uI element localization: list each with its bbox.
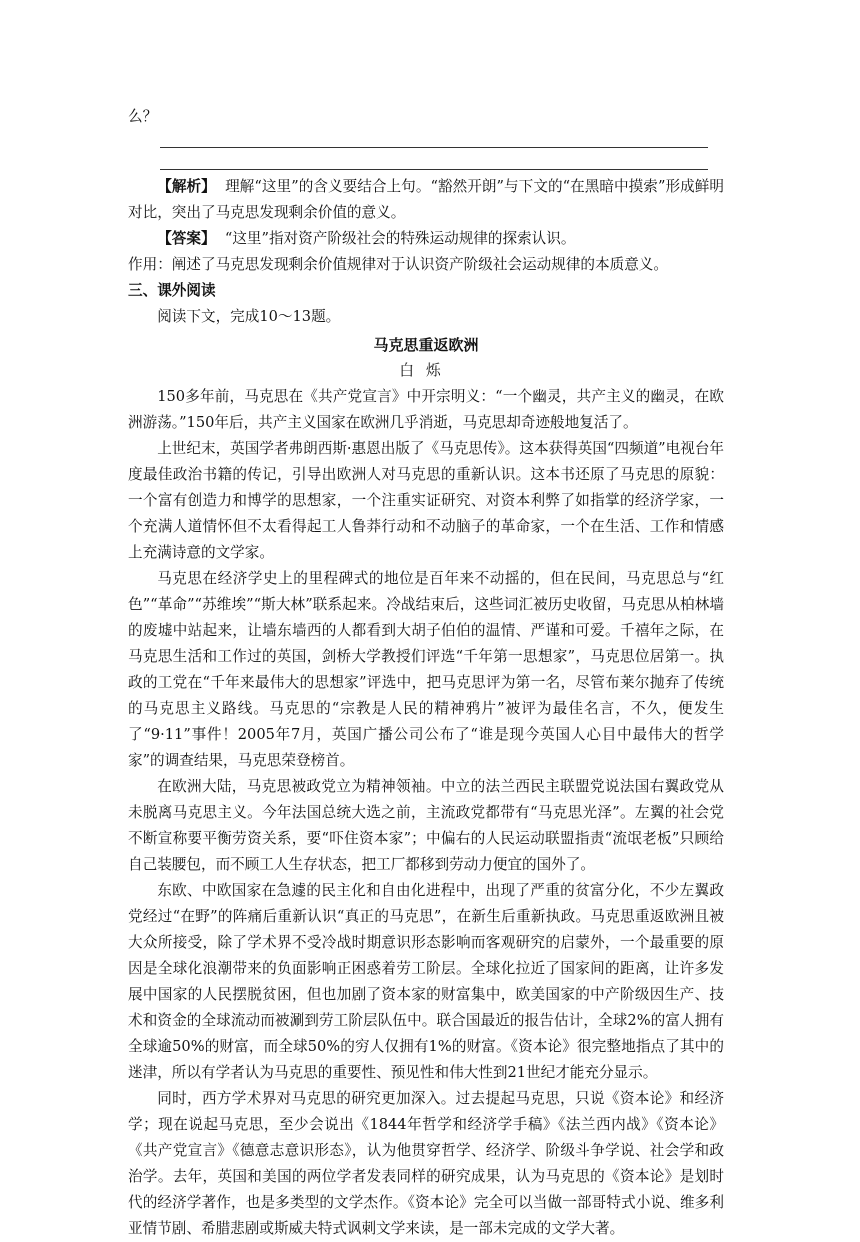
answer-paragraph [128, 226, 724, 252]
answer-effect: 作用：阐述了马克思发现剩余价值规律对于认识资产阶级社会运动规律的本质意义。 [128, 256, 668, 273]
answer-line [160, 147, 708, 148]
article-author: 白烁 [399, 362, 453, 379]
answer-line-row-2 [128, 152, 724, 174]
question-tail: 么？ [128, 108, 158, 125]
article-paragraph-2: 上世纪末，英国学者弗朗西斯·惠恩出版了《马克思传》。这本获得英国“四频道”电视台年度最佳政治书籍的传记，引导出欧洲人对马克思的重新认识。这本书还原了马克思的原貌：一个富有创造力和博学的思想家，一个注重实证研究、对资本利弊了如指掌的经济学家，一个充满人道情怀但不太看得起工人鲁莽行动和不动脑子的革命家，一个在生活、工作和情感上充满诗意的文学家。 [128, 440, 725, 561]
analysis-paragraph [128, 174, 724, 226]
answer-line-row-1 [128, 130, 724, 152]
article-paragraph-6: 同时，西方学术界对马克思的研究更加深入。过去提起马克思，只说《资本论》和经济学；现在说起马克思，至少会说出《1844年哲学和经济学手稿》《法兰西内战》《资本论》《共产党宣言》《德意志意识形态》，认为他贯穿哲学、经济学、阶级斗争学说、社会学和政治学。去年，英国和美国的两位学者发表同样的研究成果，认为马克思的《资本论》是划时代的经济学著作，也是多类型的文学杰作。《资本论》完全可以当做一部哥特式小说、维多利亚情节剧、希腊悲剧或斯威夫特式讽刺文学来读，是一部未完成的文学大著。 [128, 1090, 724, 1237]
section-instruction: 阅读下文，完成10～13题。 [157, 308, 341, 325]
analysis-label: 【解析】 [157, 178, 216, 195]
answer-text: “这里”指对资产阶级社会的特殊运动规律的探索认识。 [224, 230, 576, 247]
section-title: 三、课外阅读 [128, 282, 216, 299]
document-content [128, 104, 724, 1242]
article-paragraph-5: 东欧、中欧国家在急遽的民主化和自由化进程中，出现了严重的贫富分化，不少左翼政党经过“在野”的阵痛后重新认识“真正的马克思”，在新生后重新执政。马克思重返欧洲且被大众所接受，除了学术界不受冷战时期意识形态影响而客观研究的启蒙外，一个最重要的原因是全球化浪潮带来的负面影响正困惑着劳工阶层。全球化拉近了国家间的距离，让许多发展中国家的人民摆脱贫困，但也加剧了资本家的财富集中，欧美国家的中产阶级因生产、技术和资金的全球流动而被涮到劳工阶层队伍中。联合国最近的报告估计，全球2%的富人拥有全球逾50%的财富，而全球50%的穷人仅拥有1%的财富。《资本论》很完整地指点了其中的迷津，所以有学者认为马克思的重要性、预见性和伟大性到21世纪才能充分显示。 [128, 882, 724, 1081]
article-paragraph-3: 马克思在经济学史上的里程碑式的地位是百年来不动摇的，但在民间，马克思总与“红色”“革命”“苏维埃”“斯大林”联系起来。冷战结束后，这些词汇被历史收留，马克思从柏林墙的废墟中站起来，让墙东墙西的人都看到大胡子伯伯的温情、严谨和可爱。千禧年之际，在马克思生活和工作过的英国，剑桥大学教授们评选“千年第一思想家”，马克思位居第一。执政的工党在“千年来最伟大的思想家”评选中，把马克思评为第一名，尽管布莱尔抛弃了传统的马克思主义路线。马克思的“宗教是人民的精神鸦片”被评为最佳名言，不久，便发生了“9·11”事件！2005年7月，英国广播公司公布了“谁是现今英国人心目中最伟大的哲学家”的调查结果，马克思荣登榜首。 [128, 570, 724, 769]
article-paragraph-4: 在欧洲大陆，马克思被政党立为精神领袖。中立的法兰西民主联盟党说法国右翼政党从未脱离马克思主义。今年法国总统大选之前，主流政党都带有“马克思光泽”。左翼的社会党不断宣称要平衡劳资关系，要“吓住资本家”；中偏右的人民运动联盟指责“流氓老板”只顾给自己装腰包，而不顾工人生存状态，把工厂都移到劳动力便宜的国外了。 [128, 778, 724, 873]
article-paragraph-1: 150多年前，马克思在《共产党宣言》中开宗明义：“一个幽灵，共产主义的幽灵，在欧洲游荡。”150年后，共产主义国家在欧洲几乎消逝，马克思却奇迹般地复活了。 [128, 388, 724, 431]
answer-line [160, 169, 708, 170]
analysis-text: 理解“这里”的含义要结合上句。“豁然开朗”与下文的“在黑暗中摸索”形成鲜明对比，突出了马克思发现剩余价值的意义。 [128, 178, 724, 221]
article-title: 马克思重返欧洲 [373, 336, 479, 354]
answer-label: 【答案】 [157, 230, 216, 247]
